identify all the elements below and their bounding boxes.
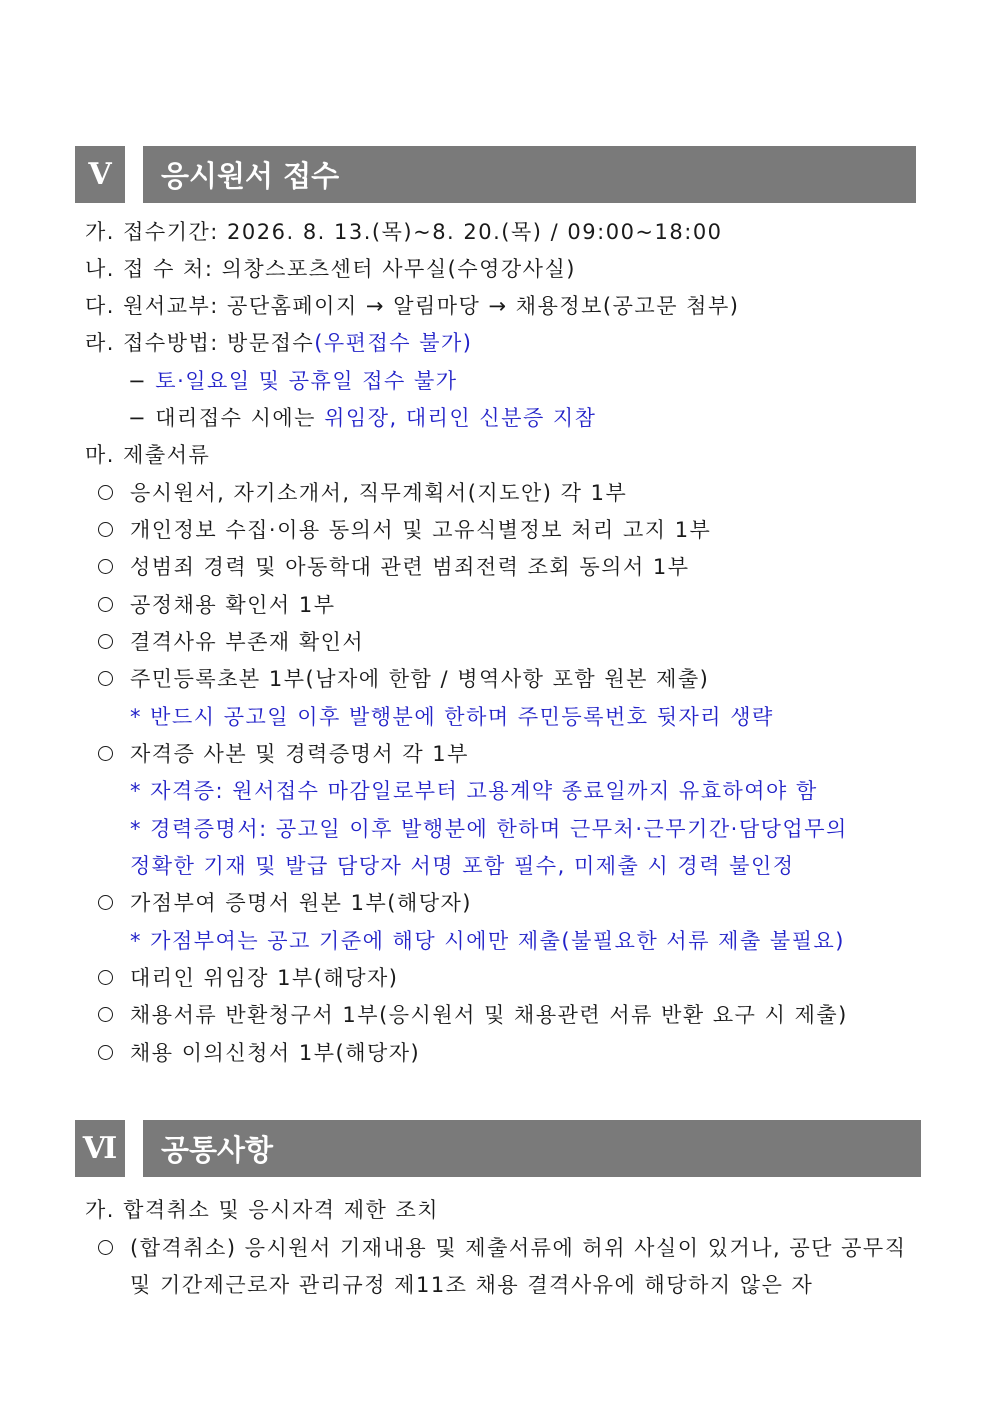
section-title: 공통사항 <box>143 1120 921 1177</box>
note-career-line-2: 정확한 기재 및 발급 담당자 서명 포함 필수, 미제출 시 경력 불인정 <box>130 854 795 878</box>
method-note: (우편접수 불가) <box>314 331 473 355</box>
dash-line-2 <box>128 404 596 432</box>
doc-item <box>98 964 398 992</box>
section-title: 응시원서 접수 <box>143 146 916 203</box>
period-line: 가. 접수기간: 2026. 8. 13.(목)~8. 20.(목) / 09:00~18:00 <box>85 220 723 244</box>
circle-bullet-icon <box>98 1045 113 1060</box>
dash-line-1 <box>128 367 458 395</box>
sub-heading: 가. 합격취소 및 응시자격 제한 조치 <box>85 1198 440 1222</box>
place-line: 나. 접 수 처: 의창스포츠센터 사무실(수영강사실) <box>85 257 576 281</box>
doc-text: 대리인 위임장 1부(해당자) <box>130 966 399 990</box>
dash-note: 위임장, 대리인 신분증 지참 <box>324 406 597 430</box>
dash-prefix: − 대리접수 시에는 <box>128 406 325 430</box>
circle-bullet-icon <box>98 1240 113 1255</box>
dash-prefix: − <box>128 369 156 393</box>
cancel-text-line-1: (합격취소) 응시원서 기재내용 및 제출서류에 허위 사실이 있거나, 공단 공무직 <box>130 1236 907 1260</box>
doc-item <box>98 1001 848 1029</box>
cancel-text-line-2: 및 기간제근로자 관리규정 제11조 채용 결격사유에 해당하지 않은 자 <box>130 1273 814 1297</box>
doc-text: 응시원서, 자기소개서, 직무계획서(지도안) 각 1부 <box>130 481 628 505</box>
circle-bullet-icon <box>98 671 113 686</box>
doc-item <box>98 479 627 507</box>
circle-bullet-icon <box>98 485 113 500</box>
note-resident: * 반드시 공고일 이후 발행분에 한하며 주민등록번호 뒷자리 생략 <box>130 705 774 729</box>
doc-text: 주민등록초본 1부(남자에 한함 / 병역사항 포함 원본 제출) <box>130 667 710 691</box>
circle-bullet-icon <box>98 895 113 910</box>
section-header-5 <box>75 146 916 203</box>
note-bonus: * 가점부여는 공고 기준에 해당 시에만 제출(불필요한 서류 제출 불필요) <box>130 929 845 953</box>
section-number: Ⅴ <box>75 146 125 203</box>
circle-bullet-icon <box>98 746 113 761</box>
note-license: * 자격증: 원서접수 마감일로부터 고용계약 종료일까지 유효하여야 함 <box>130 779 818 803</box>
doc-item <box>98 591 336 619</box>
circle-bullet-icon <box>98 634 113 649</box>
method-line <box>85 329 472 357</box>
doc-item <box>98 740 469 768</box>
docs-title: 마. 제출서류 <box>85 443 211 467</box>
doc-item <box>98 665 709 693</box>
doc-item <box>98 553 690 581</box>
doc-text: 개인정보 수집·이용 동의서 및 고유식별정보 처리 고지 1부 <box>130 518 712 542</box>
circle-bullet-icon <box>98 559 113 574</box>
doc-text: 채용서류 반환청구서 1부(응시원서 및 채용관련 서류 반환 요구 시 제출) <box>130 1003 848 1027</box>
circle-bullet-icon <box>98 970 113 985</box>
circle-bullet-icon <box>98 522 113 537</box>
section-header-6 <box>75 1120 921 1177</box>
doc-text: 가점부여 증명서 원본 1부(해당자) <box>130 891 472 915</box>
doc-item <box>98 889 472 917</box>
dash-note: 토·일요일 및 공휴일 접수 불가 <box>155 369 458 393</box>
form-line: 다. 원서교부: 공단홈페이지 → 알림마당 → 채용정보(공고문 첨부) <box>85 294 740 318</box>
note-career-line-1: * 경력증명서: 공고일 이후 발행분에 한하며 근무처·근무기간·담당업무의 <box>130 817 848 841</box>
doc-item <box>98 1039 420 1067</box>
doc-text: 결격사유 부존재 확인서 <box>130 630 365 654</box>
section-number: Ⅵ <box>75 1120 125 1177</box>
doc-text: 공정채용 확인서 1부 <box>130 593 336 617</box>
doc-item <box>98 516 711 544</box>
doc-item <box>98 628 364 656</box>
circle-bullet-icon <box>98 1007 113 1022</box>
doc-text: 자격증 사본 및 경력증명서 각 1부 <box>130 742 469 766</box>
method-label: 라. 접수방법: 방문접수 <box>85 331 315 355</box>
doc-text: 채용 이의신청서 1부(해당자) <box>130 1041 421 1065</box>
cancel-item <box>98 1234 907 1262</box>
circle-bullet-icon <box>98 597 113 612</box>
doc-text: 성범죄 경력 및 아동학대 관련 범죄전력 조회 동의서 1부 <box>130 555 690 579</box>
